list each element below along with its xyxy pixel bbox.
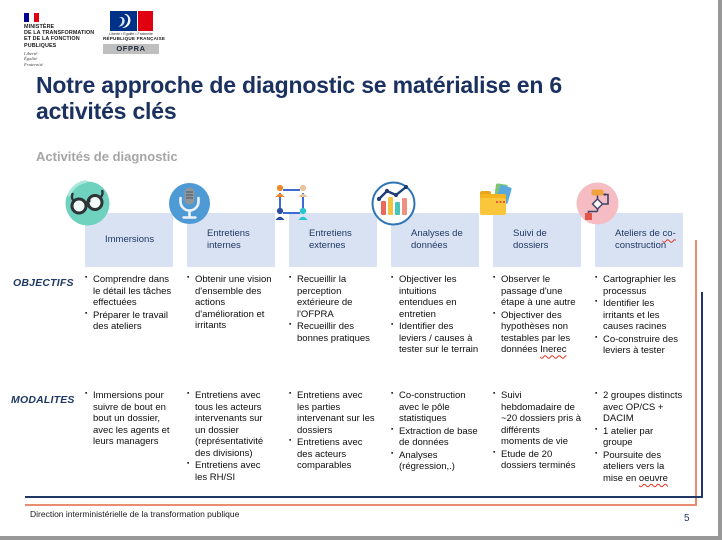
objectifs-entretiens-externes — [289, 274, 377, 358]
column-title: Analyses de données — [411, 228, 463, 251]
motto-line: Fraternité — [24, 61, 43, 67]
ofpra-logo — [103, 11, 166, 54]
bullet-item: ▪ Préparer le travail des ateliers — [85, 310, 173, 333]
bullet-item: ▪ Immersions pour suivre de bout en bout un dossier, avec les agents et leurs managers — [85, 390, 173, 448]
footer-divider-line — [25, 496, 703, 498]
chart-icon — [370, 180, 417, 227]
footer-text: Direction interministérielle de la transformation publique — [30, 509, 240, 519]
ministry-line: DE LA TRANSFORMATION — [24, 30, 95, 37]
window-edge-right — [718, 0, 722, 540]
motto-line: Égalité — [24, 56, 38, 62]
bullet-item: ▪ Poursuite des ateliers vers la mise en oeuvre — [595, 450, 683, 485]
bullet-item: ▪ Comprendre dans le détail les tâches effectuées — [85, 274, 173, 309]
column-title: Entretiens internes — [207, 228, 250, 251]
bullet-item: ▪ Objectiver des hypothèses non testables par les données Inerec — [493, 310, 581, 356]
activities-header-row — [85, 213, 683, 267]
objectifs-analyses-donnees — [391, 274, 479, 358]
ministry-logo — [24, 13, 110, 67]
column-header-entretiens-externes — [289, 213, 377, 267]
bullet-item: ▪ Objectiver les intuitions entendues en entretien — [391, 274, 479, 320]
ministry-line: PUBLIQUES — [24, 42, 57, 49]
column-title: Ateliers de co-construction — [615, 228, 676, 251]
french-flag-icon — [24, 13, 39, 22]
column-header-suivi-dossiers — [493, 213, 581, 267]
ofpra-motto: Liberté • Égalité • Fraternité — [109, 32, 153, 36]
objectifs-row-label: OBJECTIFS — [13, 277, 74, 289]
flowchart-icon — [574, 180, 621, 227]
bullet-item: ▪ Recueillir des bonnes pratiques — [289, 321, 377, 344]
modalites-immersions — [85, 390, 173, 486]
objectifs-ateliers — [595, 274, 683, 358]
bullet-item: ▪ 1 atelier par groupe — [595, 426, 683, 449]
spellcheck-squiggle: co- — [662, 228, 676, 240]
column-header-analyses-donnees — [391, 213, 479, 267]
column-header-ateliers-coconstruction — [595, 213, 683, 267]
republique-francaise-emblem-icon — [103, 11, 159, 31]
bullet-item: ▪ Identifier les irritants et les causes racines — [595, 298, 683, 333]
salmon-horizontal-line — [25, 504, 697, 506]
modalites-row-label: MODALITES — [11, 394, 75, 406]
republique-francaise-label: RÉPUBLIQUE FRANÇAISE — [103, 36, 166, 42]
bullet-item: ▪ 2 groupes distincts avec OP/CS + DACIM — [595, 390, 683, 425]
objectifs-immersions — [85, 274, 173, 358]
page-subtitle: Activités de diagnostic — [36, 149, 178, 164]
bullet-item: ▪ Observer le passage d'une étape à une autre — [493, 274, 581, 309]
column-title: Immersions — [105, 234, 155, 246]
spellcheck-squiggle: Inerec — [540, 344, 567, 356]
objectifs-row — [85, 274, 683, 358]
modalites-entretiens-internes — [187, 390, 275, 486]
modalites-row — [85, 390, 683, 486]
column-title: Entretiens externes — [309, 228, 352, 251]
bullet-item: ▪ Cartographier les processus — [595, 274, 683, 297]
objectifs-entretiens-internes — [187, 274, 275, 358]
column-header-entretiens-internes — [187, 213, 275, 267]
marianne-icon — [110, 11, 137, 31]
people-network-icon — [268, 180, 315, 227]
motto-line: Liberté — [24, 50, 38, 56]
modalites-suivi-dossiers — [493, 390, 581, 486]
page-number: 5 — [684, 513, 690, 524]
modalites-ateliers — [595, 390, 683, 486]
bullet-item: ▪ Entretiens avec tous les acteurs intervenants sur un dossier (représentativité des divisions) — [187, 390, 275, 459]
microphone-icon — [166, 180, 213, 227]
column-header-immersions — [85, 213, 173, 267]
ministry-line: ET DE LA FONCTION — [24, 36, 80, 43]
bullet-item: ▪ Analyses (régression,.) — [391, 450, 479, 473]
folders-icon — [472, 180, 519, 227]
bullet-item: ▪ Identifier des leviers / causes à tester sur le terrain — [391, 321, 479, 356]
window-edge-bottom — [0, 536, 722, 540]
objectifs-suivi-dossiers — [493, 274, 581, 358]
ministry-line: MINISTÈRE — [24, 24, 55, 30]
modalites-analyses-donnees — [391, 390, 479, 486]
bullet-item: ▪ Co-construire des leviers à tester — [595, 334, 683, 357]
bullet-item: ▪ Entretiens avec les RH/SI — [187, 460, 275, 483]
navy-vertical-line — [701, 292, 703, 497]
bullet-item: ▪ Obtenir une vision d'ensemble des actions d'amélioration et irritants — [187, 274, 275, 332]
bullet-item: ▪ Extraction de base de données — [391, 426, 479, 449]
page-title: Notre approche de diagnostic se matérialise en 6 activités clés — [36, 72, 562, 125]
column-title: Suivi de dossiers — [513, 228, 549, 251]
glasses-icon — [64, 180, 111, 227]
bullet-item: ▪ Etude de 20 dossiers terminés — [493, 449, 581, 472]
bullet-item: ▪ Entretiens avec des acteurs comparables — [289, 437, 377, 472]
bullet-item: ▪ Suivi hebdomadaire de ~20 dossiers pris à différents moments de vie — [493, 390, 581, 448]
spellcheck-squiggle: oeuvre — [638, 473, 668, 485]
bullet-item: ▪ Entretiens avec les parties intervenant sur les dossiers — [289, 390, 377, 436]
modalites-entretiens-externes — [289, 390, 377, 486]
ofpra-bar — [103, 44, 159, 54]
salmon-vertical-line — [695, 240, 697, 506]
bullet-item: ▪ Co-construction avec le pôle statistiques — [391, 390, 479, 425]
bullet-item: ▪ Recueillir la perception extérieure de l'OFPRA — [289, 274, 377, 320]
ofpra-label: OFPRA — [116, 44, 146, 53]
